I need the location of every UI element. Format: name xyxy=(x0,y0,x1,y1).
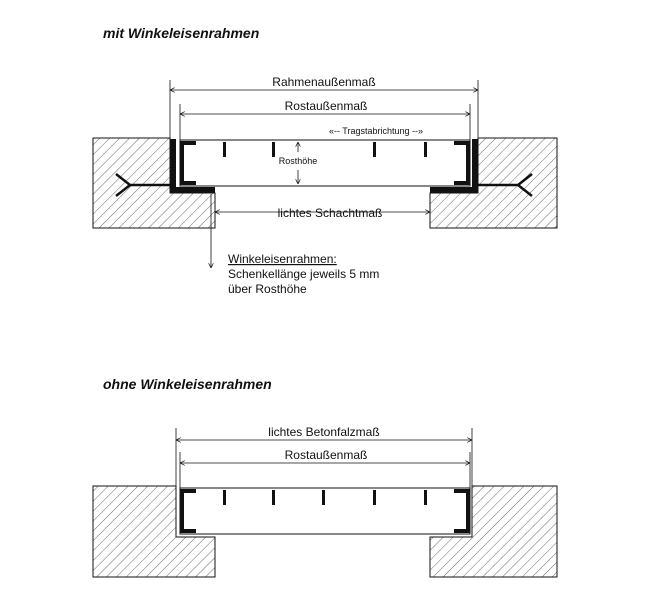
wall-left xyxy=(93,486,215,577)
section-title: ohne Winkeleisenrahmen xyxy=(103,376,272,392)
bearing-bar xyxy=(272,490,275,505)
note-title: Winkeleisenrahmen: xyxy=(228,252,337,266)
dimension-label-grate: Rostaußenmaß xyxy=(284,99,368,113)
wall-right xyxy=(430,486,557,577)
section-without-angle-frame xyxy=(93,376,557,577)
grating-end-bar-left xyxy=(180,489,196,533)
note-line-2: über Rosthöhe xyxy=(228,282,307,296)
bearing-bar xyxy=(223,142,226,157)
wall-left xyxy=(93,138,215,228)
bearing-bar xyxy=(373,142,376,157)
bearing-bar xyxy=(272,142,275,157)
grating-end-bar-left xyxy=(180,141,196,185)
bearing-bar xyxy=(424,142,427,157)
grate-height-label: Rosthöhe xyxy=(278,156,318,166)
grating-end-bar-right xyxy=(454,141,470,185)
section-with-angle-frame xyxy=(93,25,557,296)
bearing-direction-label: «-- Tragstabrichtung --» xyxy=(328,126,424,136)
dimension-label-shaft: lichtes Schachtmaß xyxy=(277,206,383,220)
bearing-bar xyxy=(322,490,325,505)
dimension-label-outer: Rahmenaußenmaß xyxy=(272,75,376,89)
bearing-bar xyxy=(424,490,427,505)
dimension-label-outer: lichtes Betonfalzmaß xyxy=(268,425,380,439)
note-line-1: Schenkellänge jeweils 5 mm xyxy=(228,267,380,281)
section-title: mit Winkeleisenrahmen xyxy=(103,25,260,41)
wall-right xyxy=(430,138,557,228)
grating-end-bar-right xyxy=(454,489,470,533)
bearing-bar xyxy=(373,490,376,505)
dimension-label-grate: Rostaußenmaß xyxy=(284,448,368,462)
bearing-bar xyxy=(223,490,226,505)
